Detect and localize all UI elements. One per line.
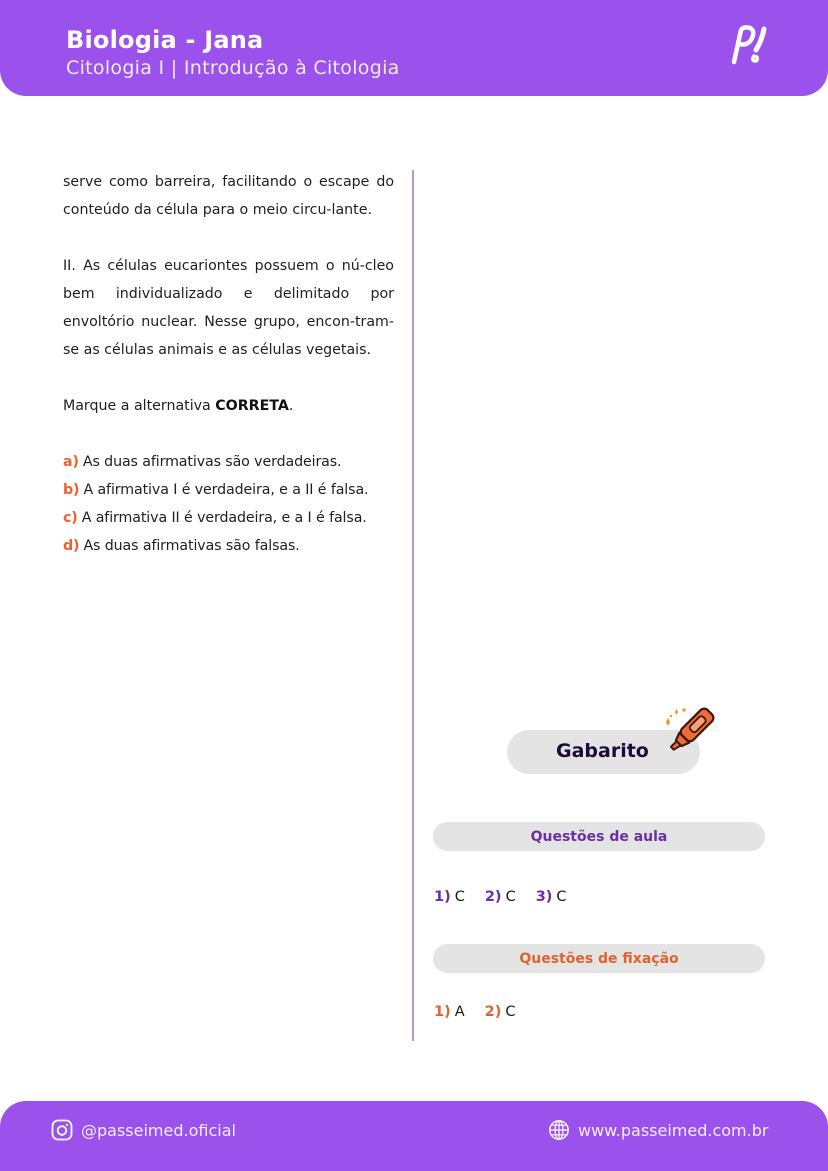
question-paragraph: II. As células eucariontes possuem o nú-cleo bem individualizado e delimitado por envoltório nuclear. Nesse grupo, encon-tram-se as células animais e as células vegetais.: [63, 258, 394, 358]
answer-value: C: [454, 889, 465, 905]
option-letter: a): [63, 454, 79, 470]
answer-item: [434, 889, 465, 905]
instagram-handle: @passeimed.oficial: [81, 1120, 236, 1140]
column-divider: [412, 170, 414, 1041]
question-column: [63, 168, 394, 560]
website-url: www.passeimed.com.br: [578, 1120, 769, 1140]
answers-aula: [434, 889, 587, 905]
instagram-icon: [51, 1119, 73, 1141]
instruction-end: .: [288, 398, 294, 414]
option-d: [63, 532, 394, 560]
option-a: [63, 448, 394, 476]
option-text: A afirmativa II é verdadeira, e a I é falsa.: [81, 510, 367, 526]
answer-number: 1): [434, 889, 451, 905]
option-letter: b): [63, 482, 80, 498]
answer-value: A: [454, 1004, 465, 1020]
answer-value: C: [556, 889, 567, 905]
option-c: [63, 504, 394, 532]
answer-key-title: Gabarito: [556, 740, 649, 762]
globe-icon: [548, 1119, 570, 1141]
instruction-emphasis: CORRETA: [215, 398, 289, 414]
answer-options: [63, 448, 394, 560]
answer-item: [434, 1004, 465, 1020]
page-header: [0, 0, 828, 96]
answer-value: C: [505, 1004, 516, 1020]
header-subtitle: Citologia I | Introdução à Citologia: [66, 57, 400, 79]
instagram-link[interactable]: [51, 1119, 236, 1141]
answers-fixacao: [434, 1004, 535, 1020]
option-letter: c): [63, 510, 78, 526]
answer-item: [485, 889, 516, 905]
answer-item: [536, 889, 567, 905]
answer-number: 1): [434, 1004, 451, 1020]
question-paragraph: serve como barreira, facilitando o escape do conteúdo da célula para o meio circu-lante.: [63, 174, 394, 218]
option-letter: d): [63, 538, 80, 554]
instruction-text: Marque a alternativa: [63, 398, 216, 414]
question-instruction: [63, 392, 394, 420]
option-text: A afirmativa I é verdadeira, e a II é falsa.: [83, 482, 369, 498]
answer-number: 2): [484, 889, 502, 905]
header-title: Biologia - Jana: [66, 26, 264, 54]
section-questoes-de-fixacao: Questões de fixação: [433, 944, 765, 973]
section-questoes-de-aula: Questões de aula: [433, 822, 765, 851]
option-text: As duas afirmativas são falsas.: [83, 538, 300, 554]
passeimed-logo-icon: [724, 20, 772, 68]
option-text: As duas afirmativas são verdadeiras.: [82, 454, 342, 470]
answer-number: 3): [535, 889, 553, 905]
website-link[interactable]: [548, 1119, 768, 1141]
answer-number: 2): [484, 1004, 502, 1020]
option-b: [63, 476, 394, 504]
answer-value: C: [505, 889, 516, 905]
marker-icon: [658, 700, 718, 762]
answer-item: [485, 1004, 516, 1020]
page-footer: [0, 1101, 828, 1171]
